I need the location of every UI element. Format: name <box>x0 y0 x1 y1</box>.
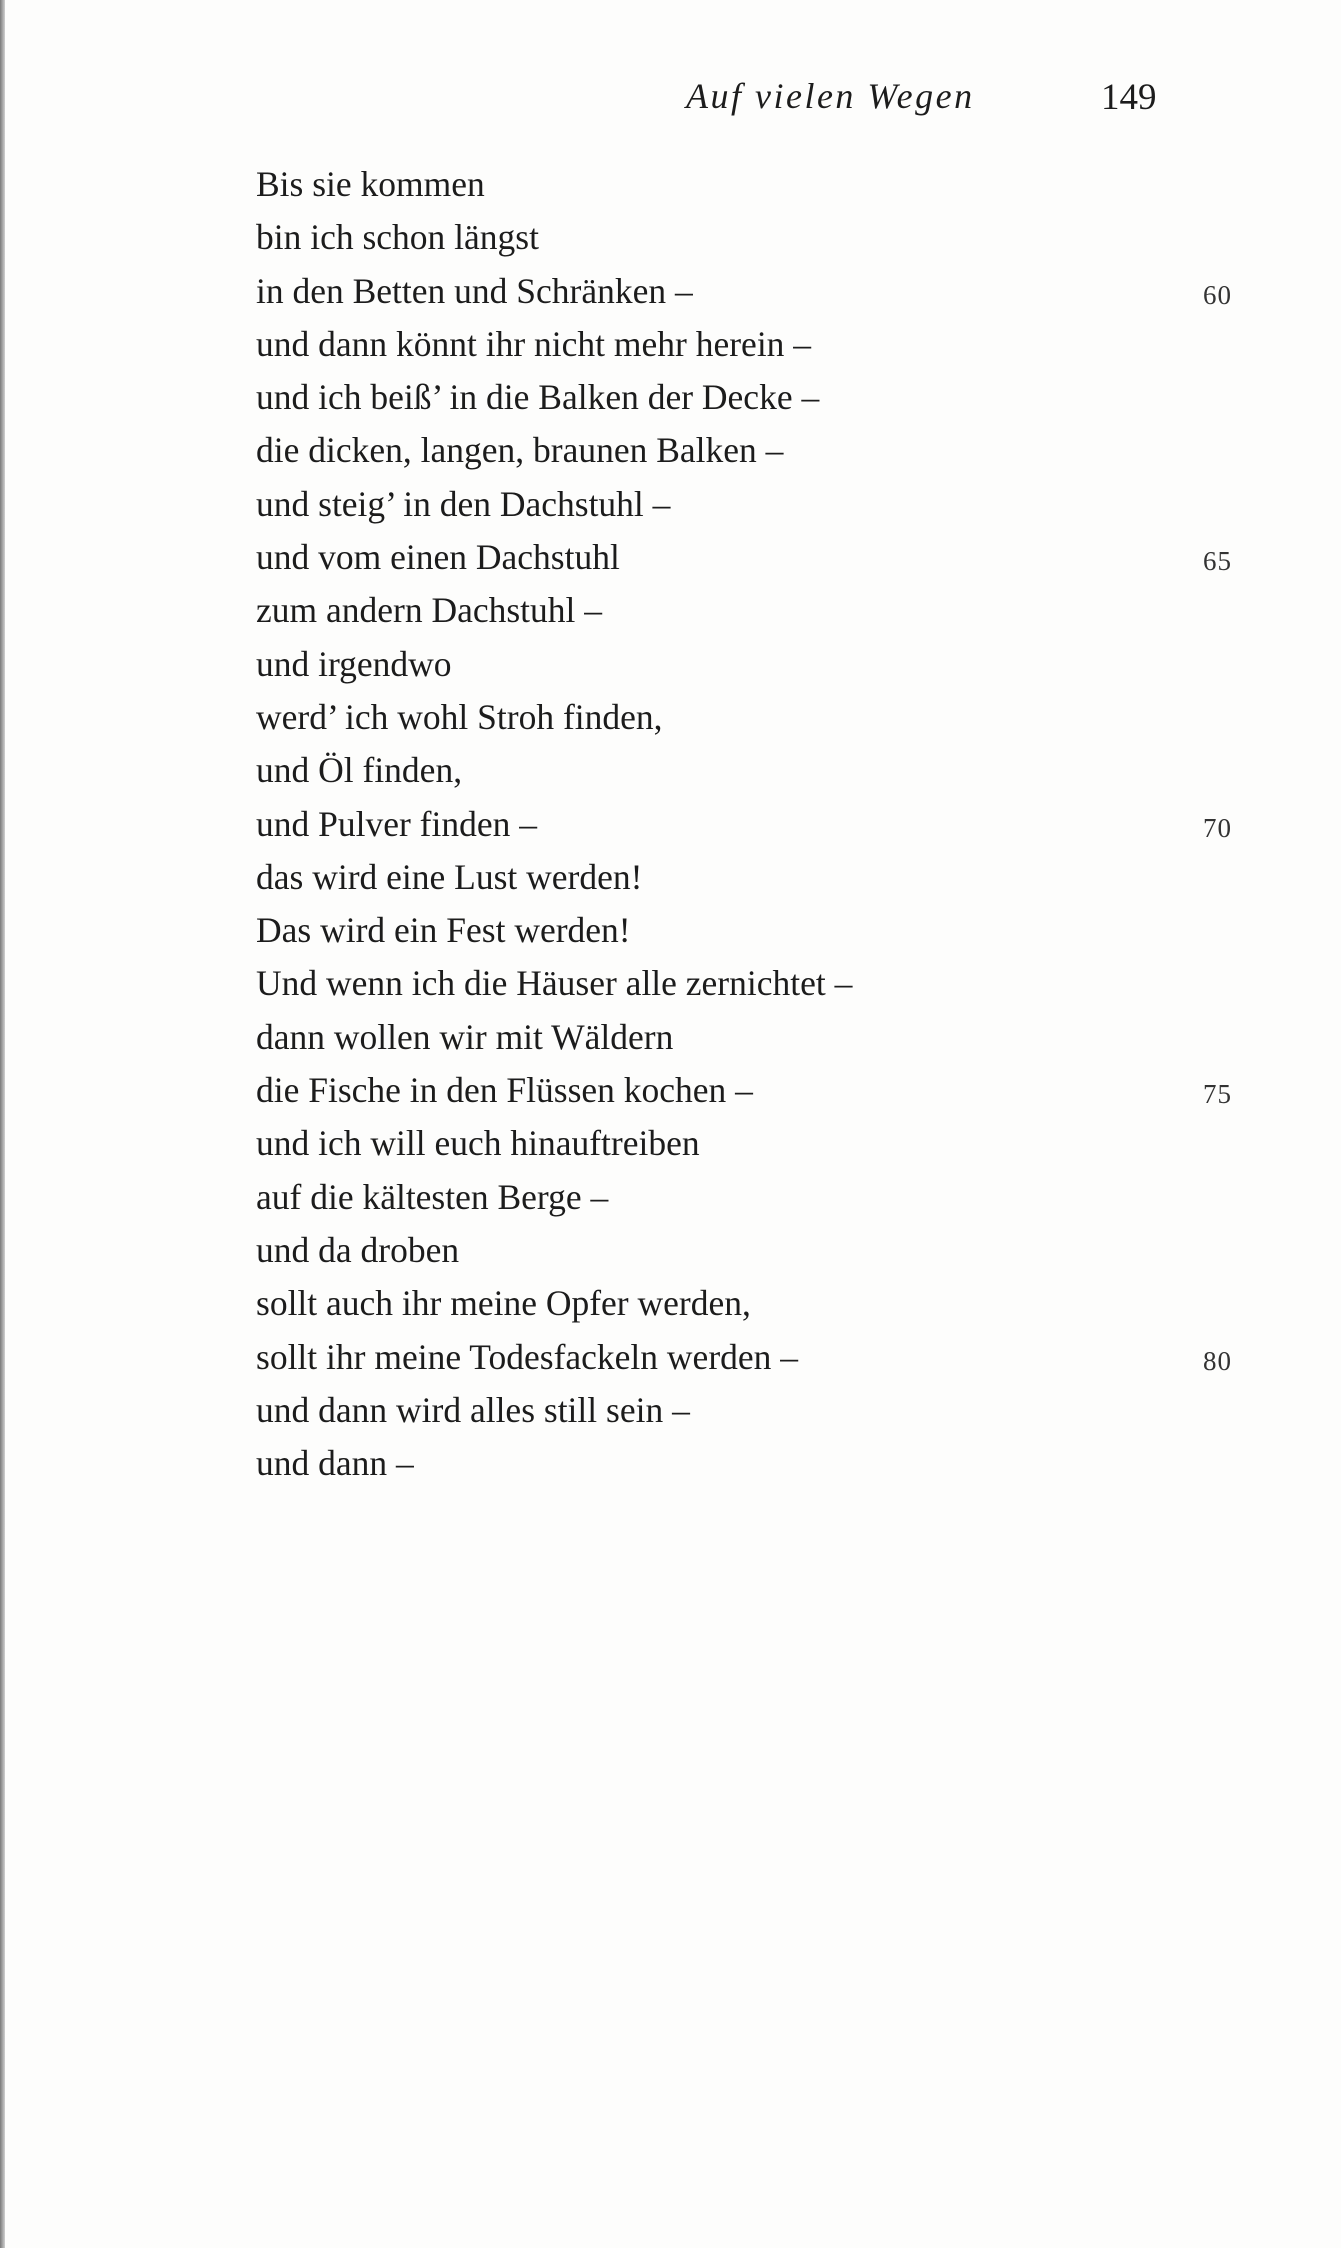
poem-line <box>256 1064 1232 1117</box>
poem-line-text: werd’ ich wohl Stroh finden, <box>256 696 663 737</box>
poem-line <box>256 1437 1196 1490</box>
poem-line-text: und vom einen Dachstuhl <box>256 537 620 578</box>
poem-line-text: bin ich schon längst <box>256 217 539 258</box>
poem-line <box>256 371 1196 424</box>
poem-line-text: und dann könnt ihr nicht mehr herein – <box>256 323 812 364</box>
line-number: 65 <box>1203 546 1232 577</box>
poem-line-text: in den Betten und Schränken – <box>256 270 693 311</box>
poem-line <box>256 1384 1196 1437</box>
line-number: 70 <box>1203 812 1232 843</box>
poem-line <box>256 1011 1196 1064</box>
poem-text <box>256 158 1232 1490</box>
poem-line <box>256 904 1196 957</box>
poem-line <box>256 478 1196 531</box>
poem-line <box>256 1224 1196 1277</box>
running-title: Auf vielen Wegen <box>686 76 975 116</box>
poem-line-text: Und wenn ich die Häuser alle zernichtet – <box>256 963 853 1004</box>
poem-line <box>256 584 1196 637</box>
poem-line-text: die dicken, langen, braunen Balken – <box>256 430 784 471</box>
poem-line <box>256 638 1196 691</box>
poem-line <box>256 851 1196 904</box>
poem-line-text: und Pulver finden – <box>256 803 538 844</box>
poem-line-text: und steig’ in den Dachstuhl – <box>256 483 671 524</box>
line-number: 75 <box>1203 1079 1232 1110</box>
poem-line <box>256 798 1232 851</box>
poem-line <box>256 1171 1196 1224</box>
poem-line <box>256 1117 1196 1170</box>
line-number: 60 <box>1203 279 1232 310</box>
poem-line-text: und dann wird alles still sein – <box>256 1389 690 1430</box>
page-edge-shadow <box>0 0 5 2248</box>
poem-line-text: und dann – <box>256 1443 414 1484</box>
poem-line-text: auf die kältesten Berge – <box>256 1176 609 1217</box>
poem-line-text: Das wird ein Fest werden! <box>256 910 631 951</box>
poem-line <box>256 531 1232 584</box>
poem-line <box>256 691 1196 744</box>
poem-line-text: und Öl finden, <box>256 750 463 791</box>
poem-line-text: zum andern Dachstuhl – <box>256 590 603 631</box>
poem-line-text: und ich will euch hinauftreiben <box>256 1123 700 1164</box>
poem-line-text: sollt auch ihr meine Opfer werden, <box>256 1283 751 1324</box>
poem-line-text: die Fische in den Flüssen kochen – <box>256 1070 753 1111</box>
poem-line <box>256 211 1196 264</box>
poem-line-text: sollt ihr meine Todesfackeln werden – <box>256 1336 799 1377</box>
poem-line <box>256 265 1232 318</box>
poem-line-text: dann wollen wir mit Wäldern <box>256 1016 674 1057</box>
poem-line <box>256 158 1196 211</box>
poem-line-text: Bis sie kommen <box>256 164 485 204</box>
page-number: 149 <box>1101 77 1157 118</box>
poem-line <box>256 1277 1196 1330</box>
poem-line <box>256 424 1196 477</box>
poem-line <box>256 957 1196 1010</box>
poem-line-text: das wird eine Lust werden! <box>256 856 643 897</box>
poem-line-text: und da droben <box>256 1229 460 1270</box>
poem-line-text: und irgendwo <box>256 643 452 684</box>
poem-line-text: und ich beiß’ in die Balken der Decke – <box>256 377 820 418</box>
poem-line <box>256 744 1196 797</box>
poem-line <box>256 318 1196 371</box>
line-number: 80 <box>1203 1345 1232 1376</box>
poem-line <box>256 1331 1232 1384</box>
